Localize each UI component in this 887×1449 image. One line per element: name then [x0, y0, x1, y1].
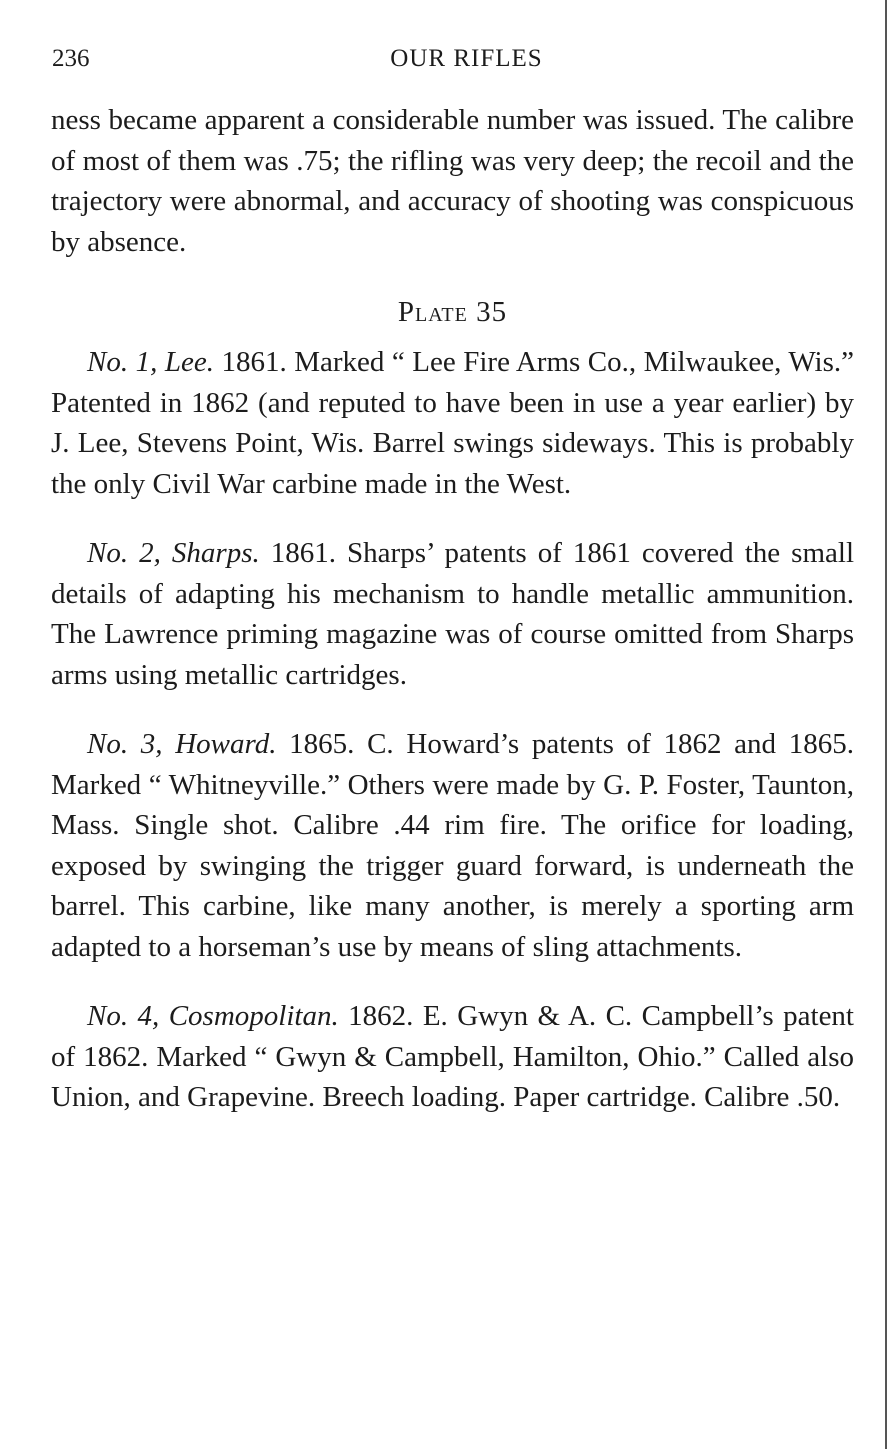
page-header [52, 42, 851, 78]
entry-label: No. 2, Sharps. [87, 537, 260, 569]
entry-label: No. 1, Lee. [87, 346, 214, 378]
continuation-paragraph: ness became apparent a considerable number was issued. The calibre of most of them was .75; the rifling was very deep; the recoil and the trajectory were abnormal, and accuracy of shooting was conspicuous by absence. [51, 104, 854, 258]
page-body [51, 100, 854, 1147]
page-number: 236 [52, 45, 90, 72]
entry-paragraph [51, 724, 854, 967]
plate-heading: Plate 35 [397, 296, 508, 328]
entry-label: No. 3, Howard. [87, 728, 277, 760]
entry-paragraph [51, 996, 854, 1118]
entry-paragraph [51, 533, 854, 695]
entry-text: 1862. E. Gwyn & A. C. Campbell’s patent of 1862. Marked “ Gwyn & Campbell, Hamilton, Ohio.” Called also Union, and Grapevine. Breech loading. Paper cartridge. Calibre .50. [51, 1000, 854, 1113]
entry-label: No. 4, Cosmopolitan. [87, 1000, 339, 1032]
entry-paragraph [51, 342, 854, 504]
entry-text: 1861. Sharps’ patents of 1861 covered the small details of adapting his mechanism to handle metallic ammunition. The Lawrence priming magazine was of course omitted from Sharps arms using metallic cartridges. [51, 537, 854, 691]
entry-text: 1861. Marked “ Lee Fire Arms Co., Milwaukee, Wis.” Patented in 1862 (and reputed to have been in use a year earlier) by J. Lee, Stevens Point, Wis. Barrel swings sideways. This is probably the only Civil War carbine made in the West. [51, 346, 854, 500]
entry-text: 1865. C. Howard’s patents of 1862 and 1865. Marked “ Whitneyville.” Others were made by G. P. Foster, Taunton, Mass. Single shot. Calibre .44 rim fire. The orifice for loading, exposed by swinging the trigger guard forward, is underneath the barrel. This carbine, like many another, is merely a sporting arm adapted to a horseman’s use by means of sling attachments. [51, 728, 854, 963]
running-title: OUR RIFLES [390, 45, 543, 72]
